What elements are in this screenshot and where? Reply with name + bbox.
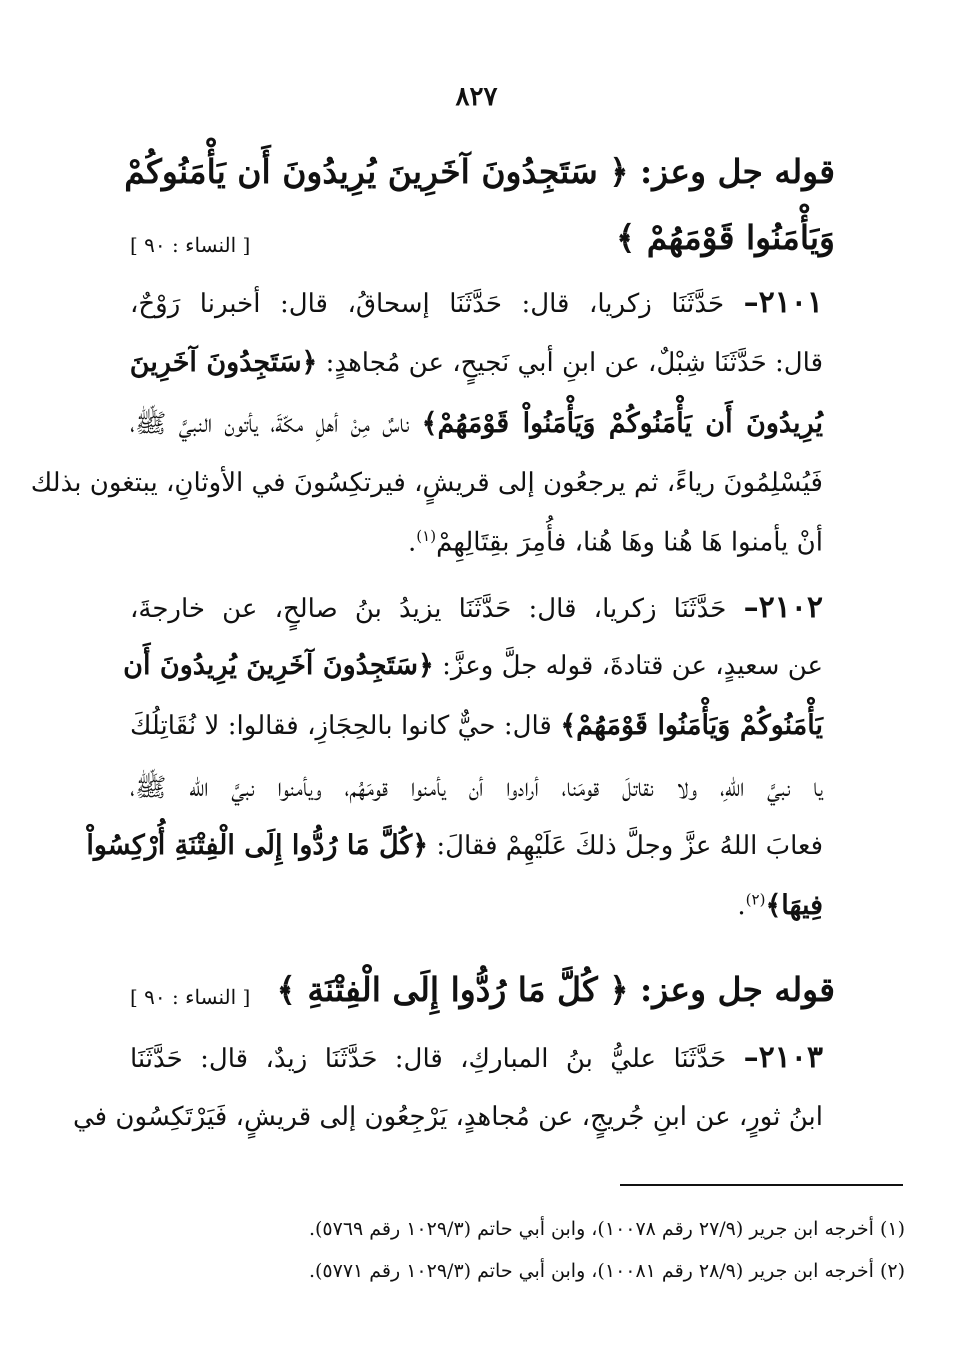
- hadith-text: حَدَّثَنَا زكريا، قال: حَدَّثَنَا إسحاقُ، قال: أخبرنا رَوْحٌ،: [130, 289, 725, 319]
- hadith-text: قال: حيٌّ كانوا بالحِجَازِ، فقالوا: لا نُقَاتِلُكَ: [130, 711, 552, 741]
- quran-quote: ﴿سَتَجِدُونَ آخَرِينَ: [129, 347, 318, 378]
- hadith-number: ٢١٠٢–: [743, 590, 824, 625]
- hadith-number: ٢١٠٣–: [743, 1040, 824, 1075]
- hadith-2102-line: [130, 771, 823, 809]
- hadith-text: قال: حَدَّثَنَا شِبْلٌ، عن ابنِ أبي نَجيحٍ، عن مُجاهدٍ:: [325, 348, 823, 378]
- quran-quote: يُرِيدُونَ أَن يَأْمَنُوكُمْ وَيَأْمَنُواْ قَوْمَهُمْ﴾: [421, 408, 823, 439]
- hadith-2102-line: [130, 890, 823, 921]
- hadith-number: ٢١٠١–: [743, 285, 824, 320]
- hadith-text: حَدَّثَنَا زكريا، قال: حَدَّثَنَا يزيدُ بنُ صالحٍ، عن خارجةَ،: [130, 594, 727, 624]
- section-heading-continued: وَيَأْمَنُوا قَوْمَهُمْ ﴾: [615, 218, 835, 257]
- hadith-text: ناسٌ مِنْ أهلِ مكّةَ، يأتون النبيَّ ﷺ،: [130, 409, 410, 439]
- hadith-text: فعابَ اللهُ عزَّ وجلَّ ذلكَ عَلَيْهِمْ فقالَ:: [436, 831, 823, 861]
- footnote-marker: (٢): [745, 890, 766, 909]
- hadith-2101-line: [130, 407, 823, 445]
- hadith-2101-line: [130, 527, 823, 558]
- hadith-2101-line: [30, 468, 823, 498]
- footnote: (٢) أخرجه ابن جرير (٢٨/٩ رقم ١٠٠٨١)، وابن أبي حاتم (١٠٢٩/٣ رقم ٥٧٧١).: [308, 1260, 905, 1282]
- section-heading: قوله جل وعز: ﴿ سَتَجِدُونَ آخَرِينَ يُرِيدُونَ أَن يَأْمَنُوكُمْ: [124, 152, 835, 191]
- hadith-2101-line: [130, 347, 823, 378]
- hadith-2102-line: [123, 650, 823, 681]
- hadith-text: يا نبيَّ اللهِ، ولا نقاتلَ قومَنا، أرادوا أن يأمنوا قومَهُم، ويأمنوا نبيَّ الله ﷺ،: [130, 773, 823, 803]
- section-heading: قوله جل وعز: ﴿ كُلَّ مَا رُدُّوا إِلَى الْفِتْنَةِ ﴾: [276, 970, 835, 1009]
- hadith-text: عن سعيدٍ، عن قتادةَ، قوله جلَّ وعزَّ:: [442, 651, 823, 681]
- hadith-text: .: [737, 891, 746, 921]
- quran-reference: [ النساء : ٩٠ ]: [130, 233, 251, 257]
- hadith-text: .: [408, 527, 417, 558]
- hadith-text: فَيُسْلِمُونَ رياءً، ثم يرجعُون إلى قريشٍ، فيرتكِسُونَ في الأوثانِ، يبتغون بذلك: [30, 468, 823, 498]
- quran-quote: يَأْمَنُوكُمْ وَيَأْمَنُوا قَوْمَهُمْ﴾: [560, 710, 823, 741]
- hadith-text: حَدَّثَنَا عليُّ بنُ المباركِ، قال: حَدَّثَنَا زيدٌ، قال: حَدَّثَنَا: [130, 1044, 727, 1074]
- hadith-2103-line: [130, 1040, 823, 1075]
- hadith-text: أنْ يأمنوا هَا هُنا وهَا هُنا، فأُمِرَ بقِتَالِهِمْ: [436, 527, 823, 558]
- hadith-2102-line: [130, 590, 823, 625]
- quran-reference: [ النساء : ٩٠ ]: [130, 985, 251, 1009]
- footnote-marker: (١): [416, 527, 437, 545]
- quran-quote: ﴿سَتَجِدُونَ آخَرِينَ يُرِيدُونَ أَن: [123, 650, 434, 681]
- hadith-text: ابنُ ثورٍ، عن ابنِ جُريجٍ، عن مُجاهدٍ، يَرْجِعُون إلى قريشٍ، فَيَرْتَكِسُون في: [73, 1102, 823, 1132]
- footnote-separator: [620, 1184, 903, 1186]
- hadith-2102-line: [130, 710, 823, 741]
- hadith-2103-line: [73, 1102, 823, 1132]
- quran-quote: ﴿كُلَّ مَا رُدُّوا إِلَى الْفِتْنَةِ أُرْكِسُواْ: [86, 830, 429, 861]
- hadith-2101-line: [130, 285, 823, 320]
- quran-quote: فِيهَا﴾: [765, 890, 823, 921]
- footnote: (١) أخرجه ابن جرير (٢٧/٩ رقم ١٠٠٧٨)، وابن أبي حاتم (١٠٢٩/٣ رقم ٥٧٦٩).: [308, 1218, 905, 1240]
- hadith-2102-line: [86, 830, 823, 861]
- page-number: ٨٢٧: [455, 82, 498, 112]
